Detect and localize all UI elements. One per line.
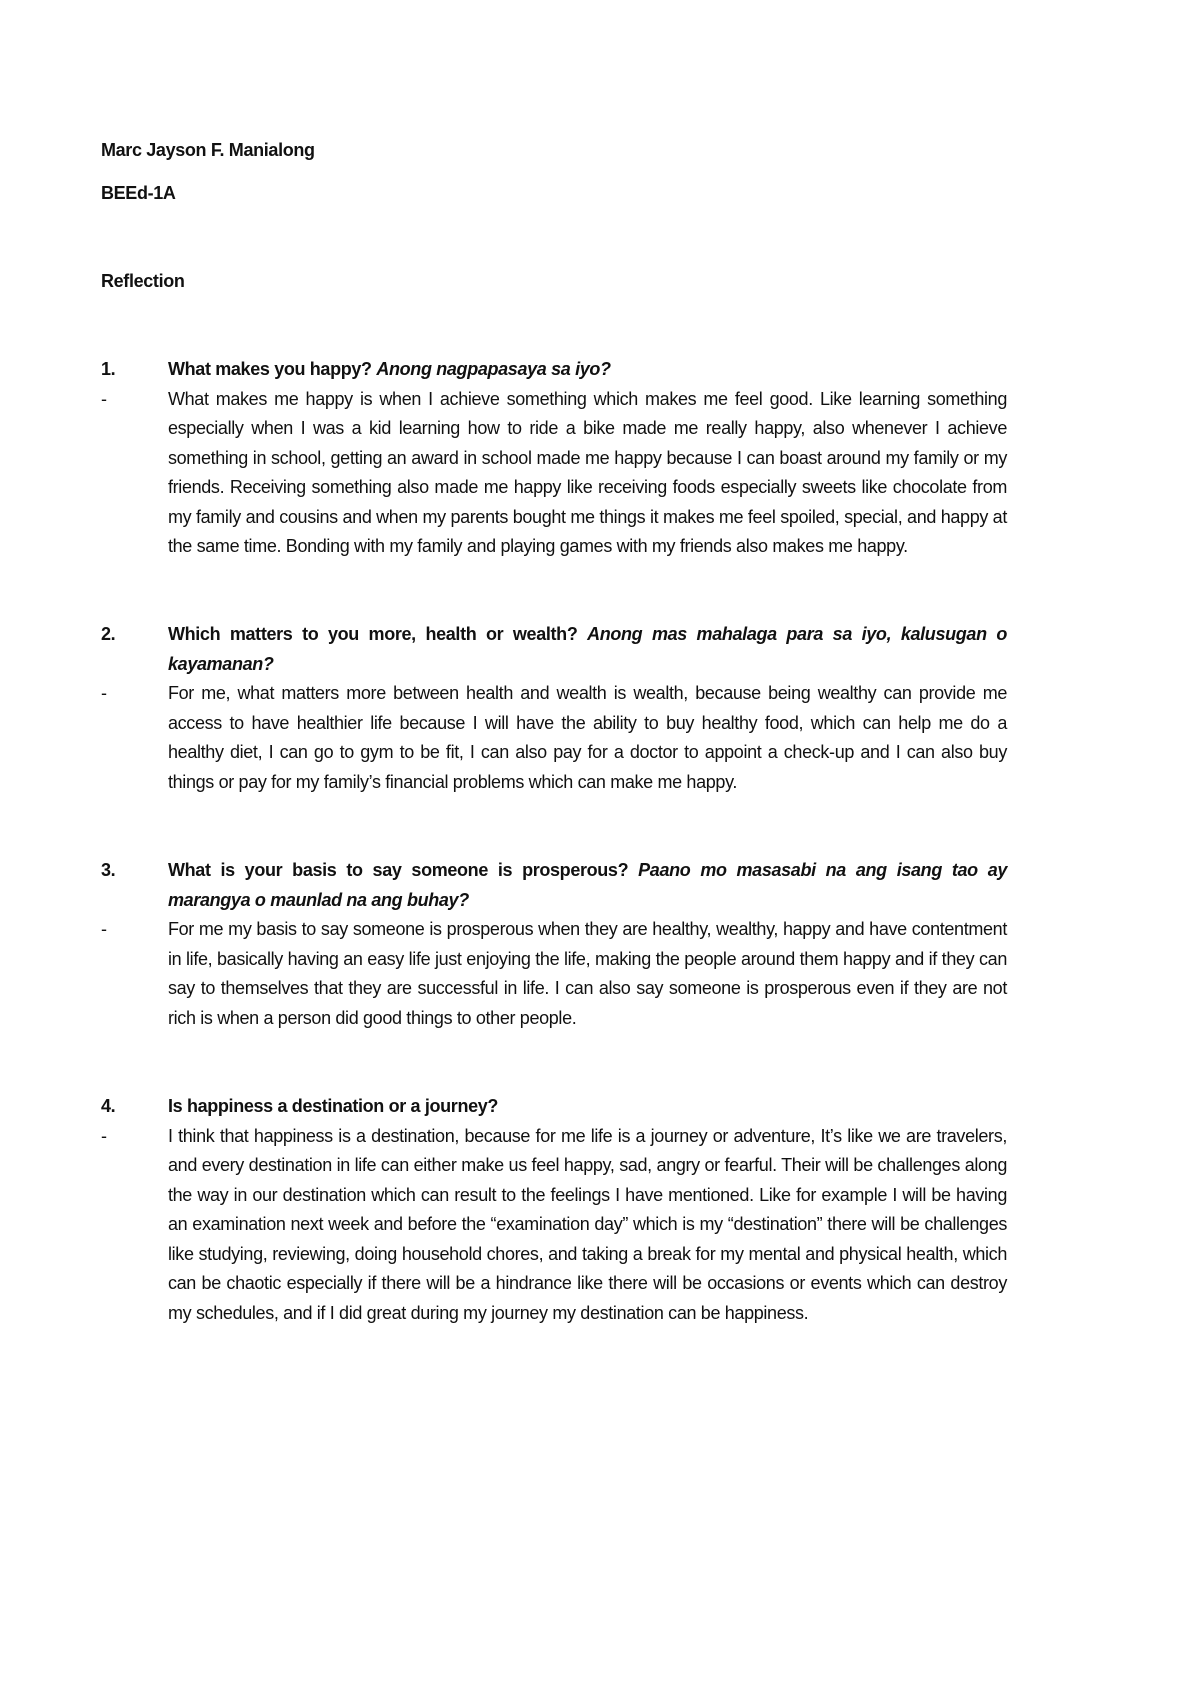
answer-bullet: - (101, 919, 107, 939)
question-number: 4. (101, 1096, 116, 1116)
question-text (168, 856, 1007, 915)
answer-bullet: - (101, 1125, 107, 1146)
question-english: Which matters to you more, health or wealth? (168, 624, 578, 644)
answer-text: What makes me happy is when I achieve something which makes me feel good. Like learning something especially when I was a kid learning how to ride a bike made me really happy, also whenever I achieve something in school, getting an award in school made me happy because I can boast around my family or my friends. Receiving something also made me happy like receiving foods especially sweets like chocolate from my family and cousins and when my parents bought me things it makes me feel spoiled, special, and happy at the same time. Bonding with my family and playing games with my friends also makes me happy. (168, 388, 1007, 556)
question-text (168, 620, 1007, 679)
question-text (168, 355, 1007, 385)
section-label: BEEd-1A (101, 183, 176, 203)
question-translation: Anong nagpapasaya sa iyo? (376, 359, 611, 379)
question-translation: Paano mo masasabi na ang isang tao ay marangya o maunlad na ang buhay? (168, 860, 1008, 910)
question-block-3 (101, 856, 1007, 1033)
question-translation: Anong mas mahalaga para sa iyo, kalusugan o kayamanan? (168, 624, 1007, 674)
question-english: What makes you happy? (168, 359, 372, 379)
question-english: Is happiness a destination or a journey? (168, 1096, 499, 1116)
question-english: What is your basis to say someone is prosperous? (168, 860, 629, 880)
answer-bullet: - (101, 388, 107, 409)
question-block-1 (101, 355, 1007, 562)
question-block-4 (101, 1092, 1007, 1328)
question-number: 3. (101, 860, 116, 880)
answer-text: For me my basis to say someone is prosperous when they are healthy, wealthy, happy and have contentment in life, basically having an easy life just enjoying the life, making the people around them happy and if they can say to themselves that they are successful in life. I can also say someone is prosperous even if they are not rich is when a person did good things to other people. (168, 919, 1007, 1028)
question-number: 1. (101, 359, 116, 379)
question-block-2 (101, 620, 1007, 797)
answer-text: For me, what matters more between health and wealth is wealth, because being wealthy can provide me access to have healthier life because I will have the ability to buy healthy food, which can help me do a healthy diet, I can go to gym to be fit, I can also pay for a doctor to appoint a check-up and I can also buy things or pay for my family’s financial problems which can make me happy. (168, 683, 1007, 792)
document-title: Reflection (101, 271, 185, 291)
author-name: Marc Jayson F. Manialong (101, 140, 315, 160)
answer-text: I think that happiness is a destination, because for me life is a journey or adventure, It’s like we are travelers, and every destination in life can either make us feel happy, sad, angry or fearful. Their will be challenges along the way in our destination which can result to the feelings I have mentioned. Like for example I will be having an examination next week and before the “examination day” which is my “destination” there will be challenges like studying, reviewing, doing household chores, and taking a break for my mental and physical health, which can be chaotic especially if there will be a hindrance like there will be occasions or events which can destroy my schedules, and if I did great during my journey my destination can be happiness. (168, 1125, 1007, 1323)
answer-bullet: - (101, 683, 107, 703)
question-text (168, 1092, 1007, 1122)
question-number: 2. (101, 624, 116, 644)
